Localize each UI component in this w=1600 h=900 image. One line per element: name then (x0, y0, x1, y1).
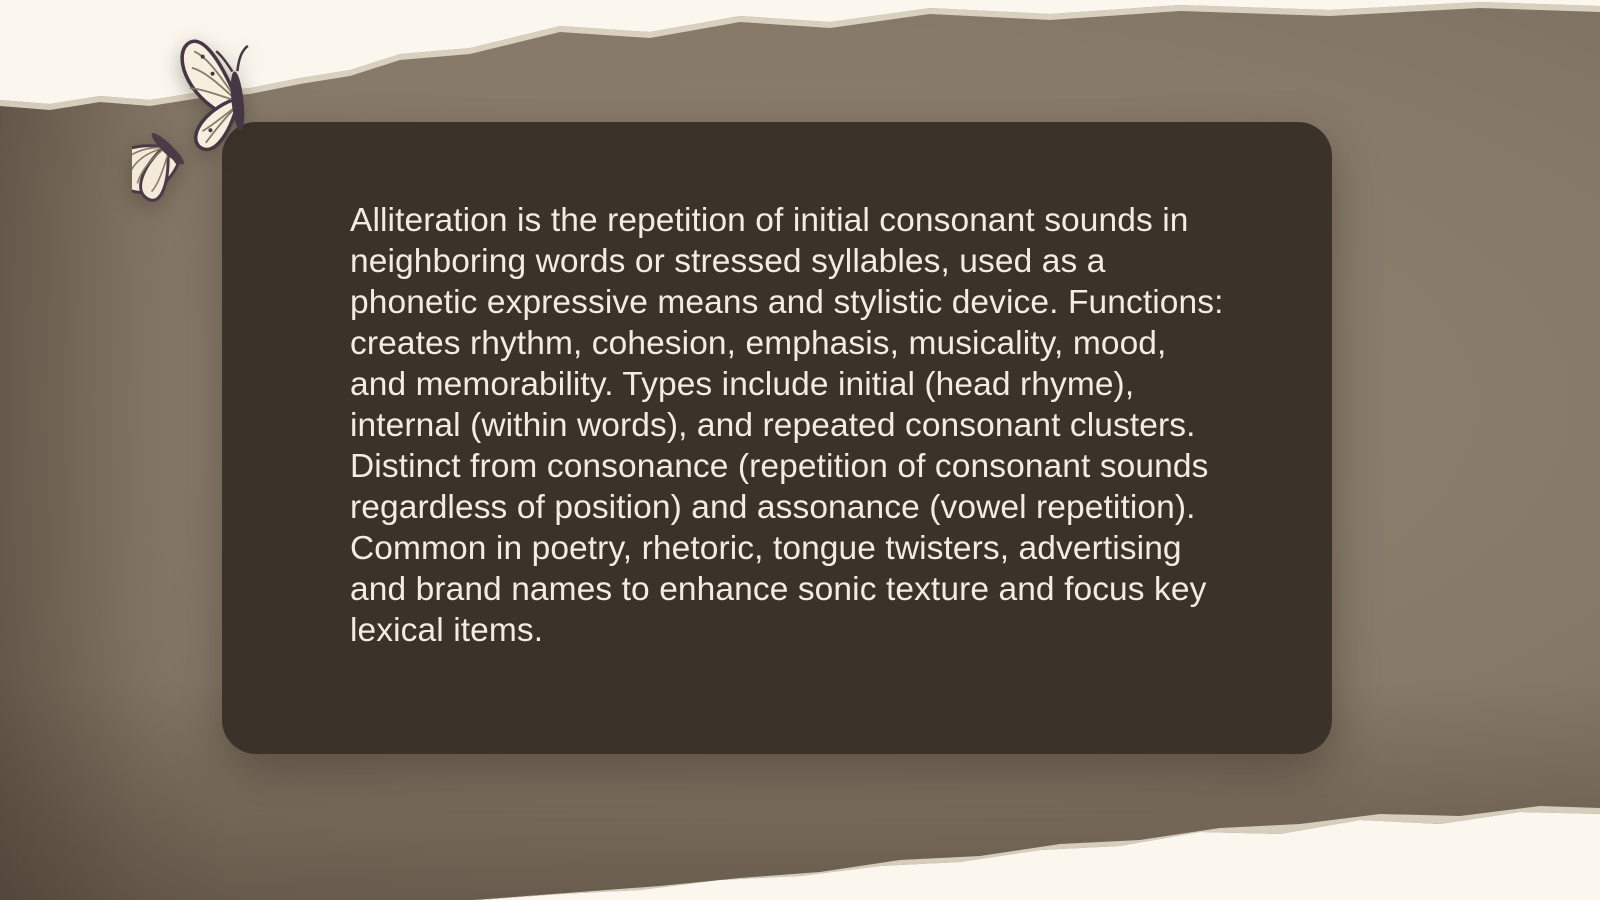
content-card (222, 122, 1332, 754)
card-body-text: Alliteration is the repetition of initial consonant sounds in neighboring words or stressed syllables, used as a phonetic expressive means and stylistic device. Functions: creates rhythm, cohesion, emphasis, musicality, mood, and memorability. Types include initial (head rhyme), internal (within words), and repeated consonant clusters. Distinct from consonance (repetition of consonant sounds regardless of position) and assonance (vowel repetition). Common in poetry, rhetoric, tongue twisters, advertising and brand names to enhance sonic texture and focus key lexical items. (350, 202, 1233, 650)
torn-paper-bottom-icon (0, 754, 1600, 900)
butterfly-icon (132, 28, 332, 218)
